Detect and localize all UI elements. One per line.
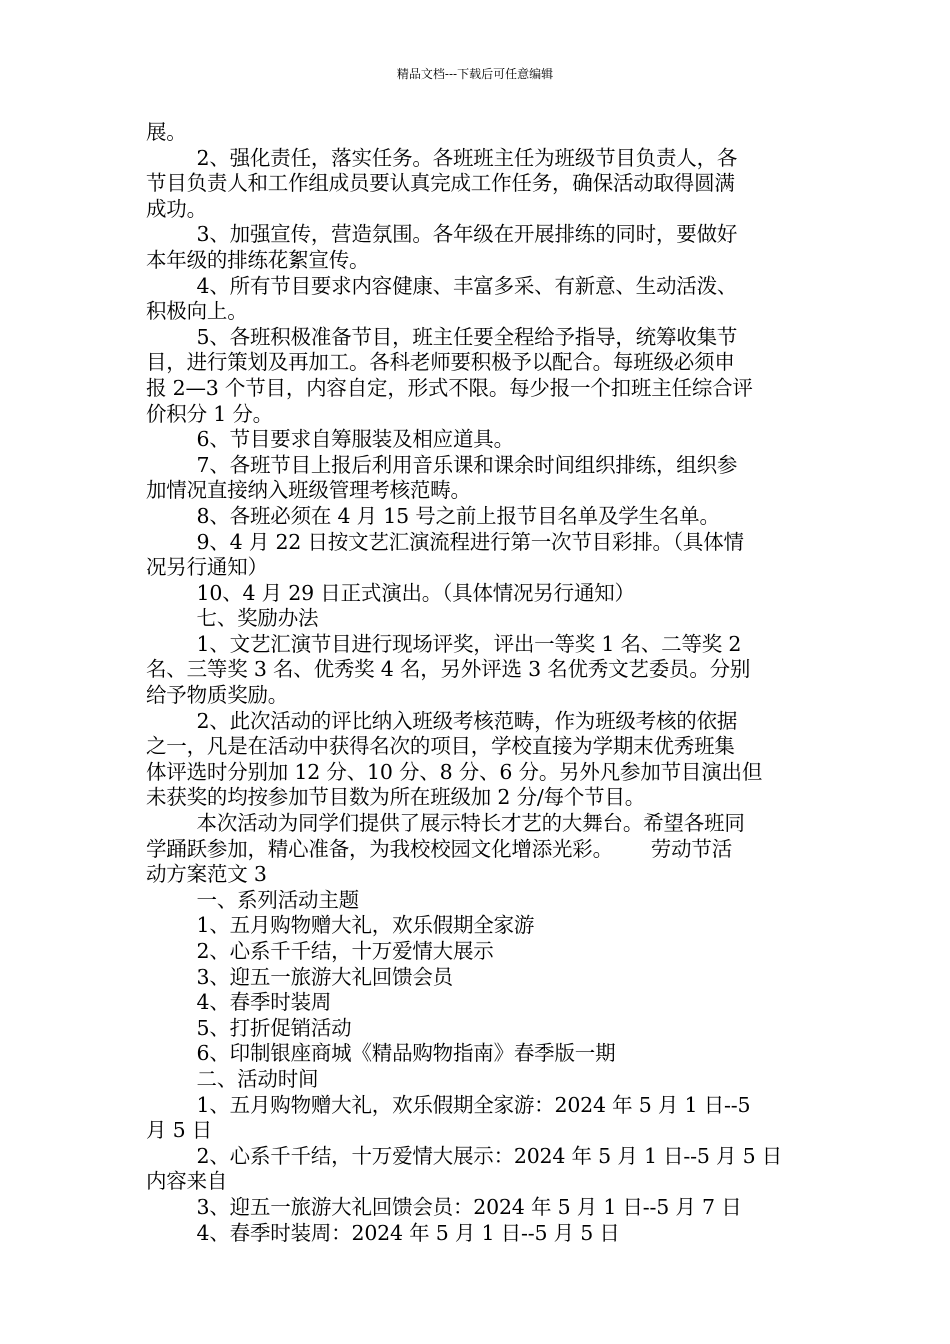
text-line: 3、迎五一旅游大礼回馈会员：2024 年 5 月 1 日--5 月 7 日 xyxy=(146,1194,742,1219)
text-line: 1、五月购物赠大礼，欢乐假期全家游：2024 年 5 月 1 日--5 xyxy=(146,1092,751,1117)
text-line: 4、春季时装周：2024 年 5 月 1 日--5 月 5 日 xyxy=(146,1220,620,1245)
text-line: 7、各班节目上报后利用音乐课和课余时间组织排练，组织参 xyxy=(146,452,738,477)
section-heading: 二、活动时间 xyxy=(146,1066,319,1091)
page-header: 精品文档---下载后可任意编辑 xyxy=(396,67,554,81)
text-line: 2、此次活动的评比纳入班级考核范畴，作为班级考核的依据 xyxy=(146,708,738,733)
document-body xyxy=(146,120,806,1246)
text-line: 2、心系千千结，十万爱情大展示 xyxy=(146,939,494,963)
text-line: 3、加强宣传，营造氛围。各年级在开展排练的同时，要做好 xyxy=(146,222,738,247)
text-line: 报 2—3 个节目，内容自定，形式不限。每少报一个扣班主任综合评 xyxy=(146,375,753,400)
text-line: 学踊跃参加，精心准备，为我校校园文化增添光彩。 劳动节活 xyxy=(146,836,732,861)
text-line: 体评选时分别加 12 分、10 分、8 分、6 分。另外凡参加节目演出但 xyxy=(146,759,763,784)
section-heading: 七、奖励办法 xyxy=(146,606,319,631)
text-line: 给予物质奖励。 xyxy=(146,683,289,708)
text-line: 之一，凡是在活动中获得名次的项目，学校直接为学期末优秀班集 xyxy=(146,734,735,759)
text-line: 1、文艺汇演节目进行现场评奖，评出一等奖 1 名、二等奖 2 xyxy=(146,631,742,656)
text-line: 加情况直接纳入班级管理考核范畴。 xyxy=(146,478,471,503)
text-line: 积极向上。 xyxy=(146,299,248,324)
text-line: 动方案范文 3 xyxy=(146,862,267,887)
text-line: 3、迎五一旅游大礼回馈会员 xyxy=(146,964,453,989)
text-line: 内容来自 xyxy=(146,1169,228,1194)
text-line: 2、心系千千结，十万爱情大展示：2024 年 5 月 1 日--5 月 5 日 xyxy=(146,1143,783,1168)
text-line: 6、印制银座商城《精品购物指南》春季版一期 xyxy=(146,1041,616,1066)
text-line: 名、三等奖 3 名、优秀奖 4 名，另外评选 3 名优秀文艺委员。分别 xyxy=(146,657,751,682)
text-line: 目，进行策划及再加工。各科老师要积极予以配合。每班级必须申 xyxy=(146,350,735,375)
text-line: 8、各班必须在 4 月 15 号之前上报节目名单及学生名单。 xyxy=(146,503,720,528)
text-line: 节目负责人和工作组成员要认真完成工作任务，确保活动取得圆满 xyxy=(146,171,735,196)
text-line: 本年级的排练花絮宣传。 xyxy=(146,247,370,272)
text-line: 成功。 xyxy=(146,196,207,221)
text-line: 10、4 月 29 日正式演出。（具体情况另行通知） xyxy=(146,580,635,605)
text-line: 展。 xyxy=(146,120,187,144)
text-line: 5、打折促销活动 xyxy=(146,1015,352,1040)
text-line: 4、春季时装周 xyxy=(146,990,332,1015)
text-line: 4、所有节目要求内容健康、丰富多采、有新意、生动活泼、 xyxy=(146,273,738,298)
text-line: 9、4 月 22 日按文艺汇演流程进行第一次节目彩排。（具体情 xyxy=(146,529,744,554)
text-line: 况另行通知） xyxy=(146,555,268,580)
section-heading: 一、系列活动主题 xyxy=(146,887,359,912)
text-line: 价积分 1 分。 xyxy=(146,401,273,426)
text-line: 未获奖的均按参加节目数为所在班级加 2 分/每个节目。 xyxy=(146,785,646,810)
text-line: 月 5 日 xyxy=(146,1118,213,1143)
text-line: 6、节目要求自筹服装及相应道具。 xyxy=(146,427,514,452)
text-line: 5、各班积极准备节目，班主任要全程给予指导，统筹收集节 xyxy=(146,324,738,349)
text-line: 2、强化责任，落实任务。各班班主任为班级节目负责人，各 xyxy=(146,145,738,170)
text-line: 本次活动为同学们提供了展示特长才艺的大舞台。希望各班同 xyxy=(146,811,745,836)
text-line: 1、五月购物赠大礼，欢乐假期全家游 xyxy=(146,913,535,938)
